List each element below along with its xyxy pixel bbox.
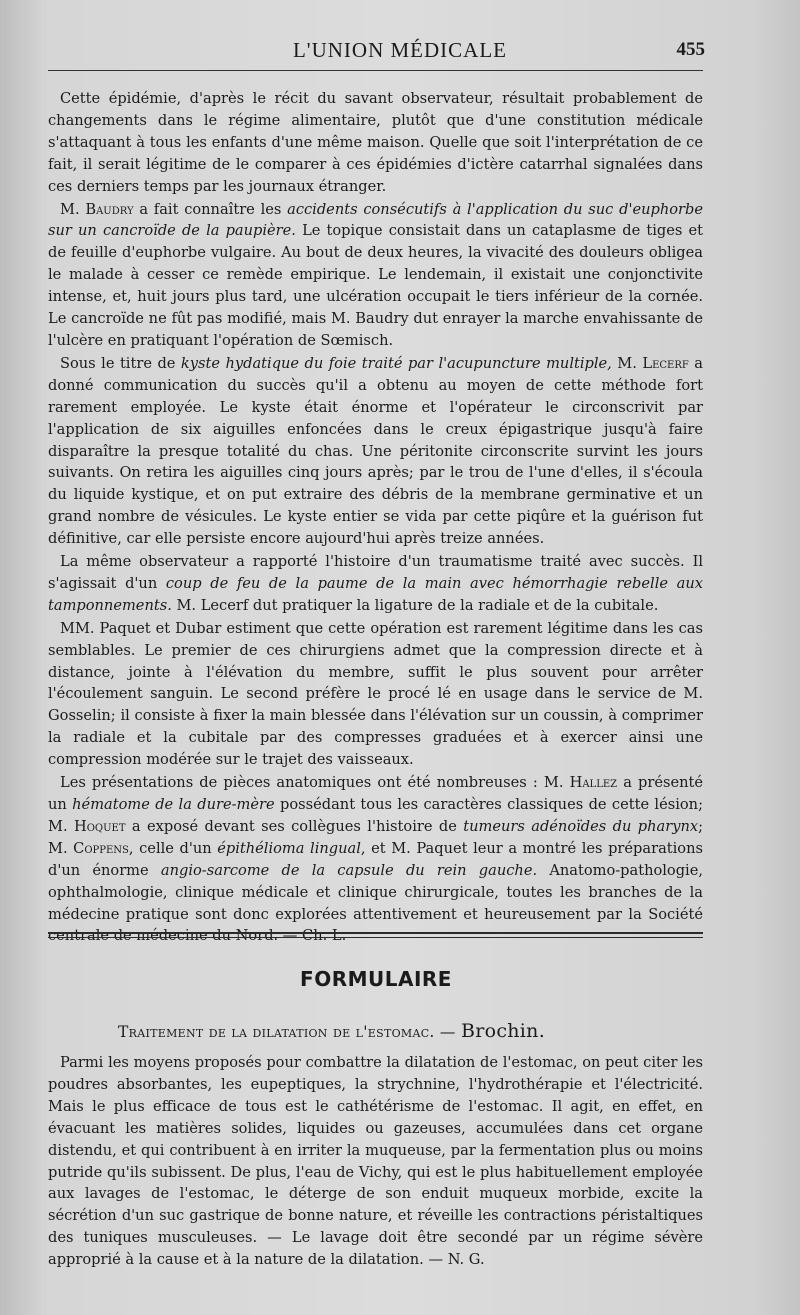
section-title: FORMULAIRE [300,967,452,991]
article-title [118,1020,718,1042]
text-run: a présenté un [48,774,703,813]
italic-title: angio-sarcome de la capsule du rein gauche. [160,861,538,879]
italic-title: accidents consécutifs à l'application du suc d'euphorbe sur un cancroïde de la paupière. [48,200,703,240]
article-title-text: Traitement de la dilatation de l'estomac. — [118,1023,456,1041]
author-name: Hallez [569,774,618,792]
text-run: possédant tous les caractères classiques de cette lésion; M. [48,796,703,835]
italic-title: coup de feu de la paume de la main avec hémorrhagie rebelle aux tamponnements. [48,574,703,614]
text-run: , celle d'un [128,839,218,857]
paragraph-coup-de-feu [48,551,703,617]
text-run: a donné communication du succès qu'il a obtenu au moyen de cette méthode fort rarement employée. Le kyste était énorme et l'opérateur le circonscrivit par l'application de six aiguilles enfoncées dans le creux épigastrique jusqu'à faire disparaître la presque totalité du chas. Une péritonite circonscrite survint les jours suivants. On retira les aiguilles cinq jours après; par le trou de l'une d'elles, il s'écoula du liquide kystique, et on put extraire des débris de la membrane germinative et un grand nombre de vésicules. Le kyste entier se vida par cette piqûre et la guérison fut définitive, car elle persiste encore aujourd'hui après treize années. [48,354,703,548]
text-run: a fait connaître les [133,200,288,218]
text-run: La même observateur a rapporté l'histoire d'un traumatisme traité avec succès. Il s'agissait d'un [48,553,703,592]
text-run: M. [611,354,643,372]
text-run: Sous le titre de [60,354,181,372]
article-author: Brochin. [460,1020,546,1042]
journal-title: L'UNION MÉDICALE [292,38,507,62]
author-name: Hoquet [73,817,126,835]
text-run: M. [60,200,86,218]
text-run: ; M. [48,817,703,857]
header-rule [48,70,703,71]
paragraph-baudry [48,199,703,352]
text-run: a exposé devant ses collègues l'histoire de [125,817,464,835]
running-head [0,38,800,68]
page-number: 455 [676,39,705,60]
text-run: Le topique consistait dans un cataplasme de tiges et de feuille d'euphorbe vulgaire. Au bout de deux heures, la vivacité des douleurs obligea le malade à cesser ce remède empirique. Le lendemain, il existait une conjonctivite intense, et, huit jours plus tard, une ulcération occupait le tiers inférieur de la cornée. Le cancroïde ne fût pas modifié, mais M. Baudry dut enrayer la marche envahissante de l'ulcère en pratiquant l'opération de Sœmisch. [48,222,703,349]
italic-title: épithélioma lingual [217,839,361,857]
paragraph-dilatation: Parmi les moyens proposés pour combattre la dilatation de l'estomac, on peut citer les poudres absorbantes, les eupeptiques, la strychnine, l'hydrothérapie et l'électricité. Mais le plus efficace de tous est le cathétérisme de l'estomac. Il agit, en effet, en évacuant les matières solides, liquides ou gazeuses, accumulées dans cet organe distendu, et qui contribuent à en irriter la muqueuse, par la fermentation plus ou moins putride qu'ils subissent. De plus, l'eau de Vichy, qui est le plus habituellement employée aux lavages de l'estomac, le déterge de son enduit muqueux morbide, excite la sécrétion d'un suc gastrique de bonne nature, et réveille les contractions péristaltiques des tuniques musculeuses. — Le lavage doit être secondé par un régime sévère approprié à la cause et à la nature de la dilatation. — N. G. [48,1054,703,1269]
italic-title: tumeurs adénoïdes du pharynx [463,817,699,835]
paragraph-epidemie: Cette épidémie, d'après le récit du savant observateur, résultait probablement de changements dans le régime alimentaire, plutôt que d'une constitution médicale s'attaquant à tous les enfants d'une même maison. Quelle que soit l'interprétation de ce fait, il serait légitime de le comparer à ces épidémies d'ictère catarrhal signalées dans ces derniers temps par les journaux étranger. [48,90,703,195]
text-run: M. Lecerf dut pratiquer la ligature de la radiale et de la cubitale. [171,596,659,614]
text-run: Les présentations de pièces anatomiques ont été nombreuses : M. [60,774,570,792]
author-name: Lecerf [642,354,689,372]
italic-title: hématome de la dure-mère [72,796,275,813]
paragraph-paquet-dubar: MM. Paquet et Dubar estiment que cette opération est rarement légitime dans les cas semblables. Le premier de ces chirurgiens admet que la compression directe et à distance, jointe à l'élévation du membre, suffit le plus souvent pour arrêter l'écoulement sanguin. Le second préfère le procé lé en usage dans le service de M. Gosselin; il consiste à fixer la main blessée dans l'élévation sur un coussin, à comprimer la radiale et la cubitale par des compresses graduées et à exercer ainsi une compression modérée sur le trajet des vaisseaux. [48,619,703,769]
section-divider [48,932,703,938]
author-name: Baudry [85,200,134,218]
paragraph-presentations [48,772,703,947]
article-continuation [48,88,703,947]
formulaire-body [48,1052,703,1271]
italic-title: kyste hydatique du foie traité par l'acupuncture multiple, [180,354,612,372]
text-run: Anatomo-pathologie, ophthalmologie, clinique médicale et clinique chirurgicale, toutes les branches de la médecine pratique sont donc explorées attentivement et heureusement par la Société centrale de médecine du Nord. — Ch. L. [48,861,703,945]
text-run: , et M. Paquet leur a montré les préparations d'un énorme [48,839,703,879]
author-name: Coppens [73,839,129,857]
paragraph-lecerf-kyste [48,353,703,550]
